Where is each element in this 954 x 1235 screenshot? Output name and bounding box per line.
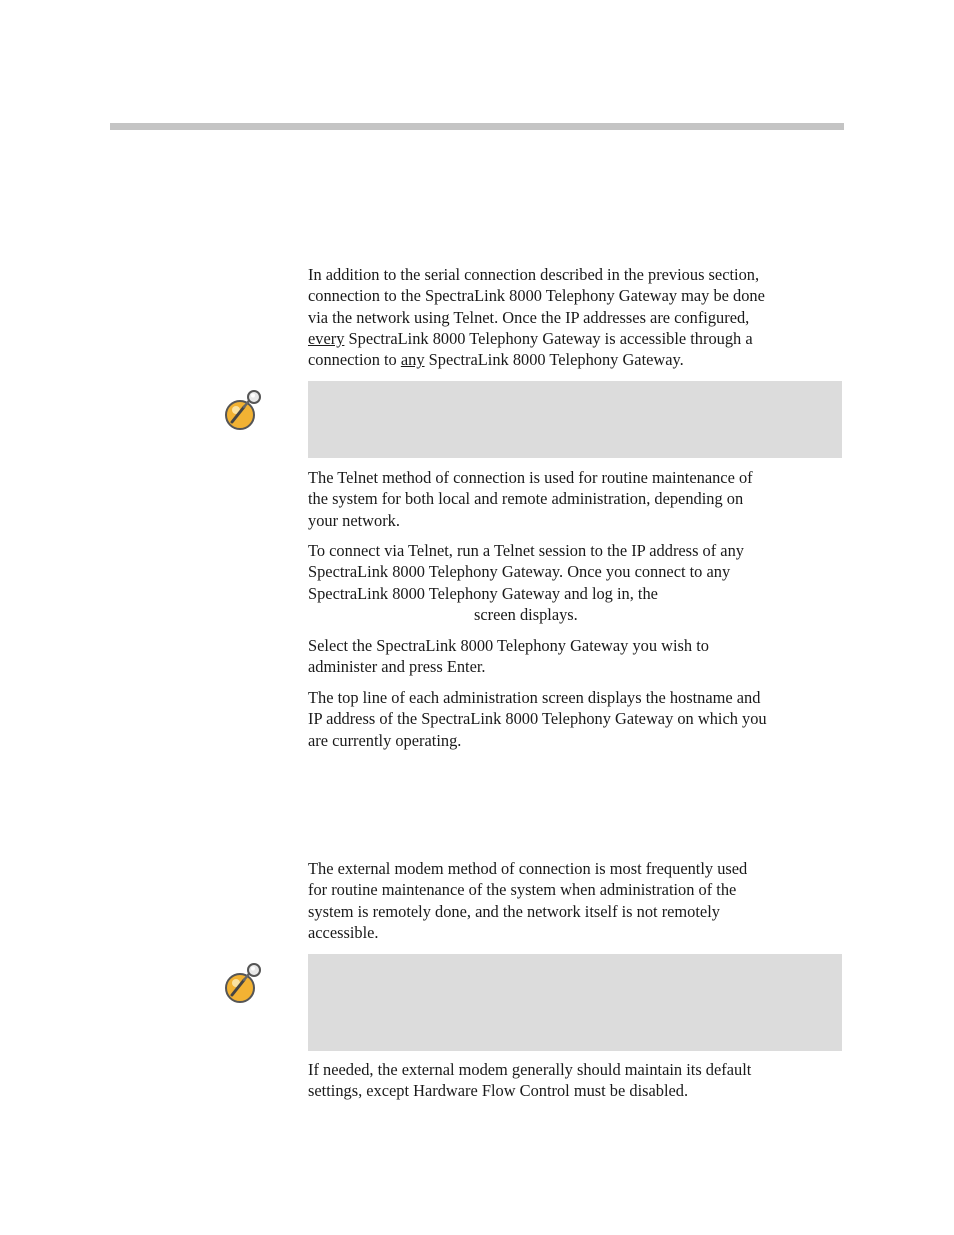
telnet-connect-paragraph: To connect via Telnet, run a Telnet session to the IP address of any SpectraLink 8000 Telephony Gateway. Once you connect to any SpectraLink 8000 Telephony Gateway and log in, the screen displays. (308, 541, 744, 624)
modem-method-paragraph: The external modem method of connection is most frequently used for routine maintenance of the system when administration of the system is remotely done, and the network itself is not remotely accessible. (308, 859, 748, 942)
note-box-telnet (308, 381, 842, 458)
emphasis-any: any (400, 350, 425, 370)
pushpin-note-icon (219, 389, 265, 435)
emphasis-every: every (308, 328, 345, 348)
top-line-paragraph: The top line of each administration screen displays the hostname and IP address of the SpectraLink 8000 Telephony Gateway on which you are currently operating. (308, 688, 767, 750)
telnet-method-paragraph: The Telnet method of connection is used for routine maintenance of the system for both local and remote administration, depending on your network. (308, 468, 753, 530)
modem-settings-paragraph: If needed, the external modem generally should maintain its default settings, except Hardware Flow Control must be disabled. (308, 1060, 752, 1101)
intro-paragraph: In addition to the serial connection described in the previous section, connection to the SpectraLink 8000 Telephony Gateway may be done via the network using Telnet. Once the IP addresses are configured, every SpectraLink 8000 Telephony Gateway is accessible through a connection to any SpectraLink 8000 Telephony Gateway. (308, 265, 765, 370)
select-gateway-paragraph: Select the SpectraLink 8000 Telephony Gateway you wish to administer and press Enter. (308, 636, 709, 677)
note-box-modem (308, 954, 842, 1051)
pushpin-note-icon (219, 962, 265, 1008)
header-rule (110, 123, 844, 130)
